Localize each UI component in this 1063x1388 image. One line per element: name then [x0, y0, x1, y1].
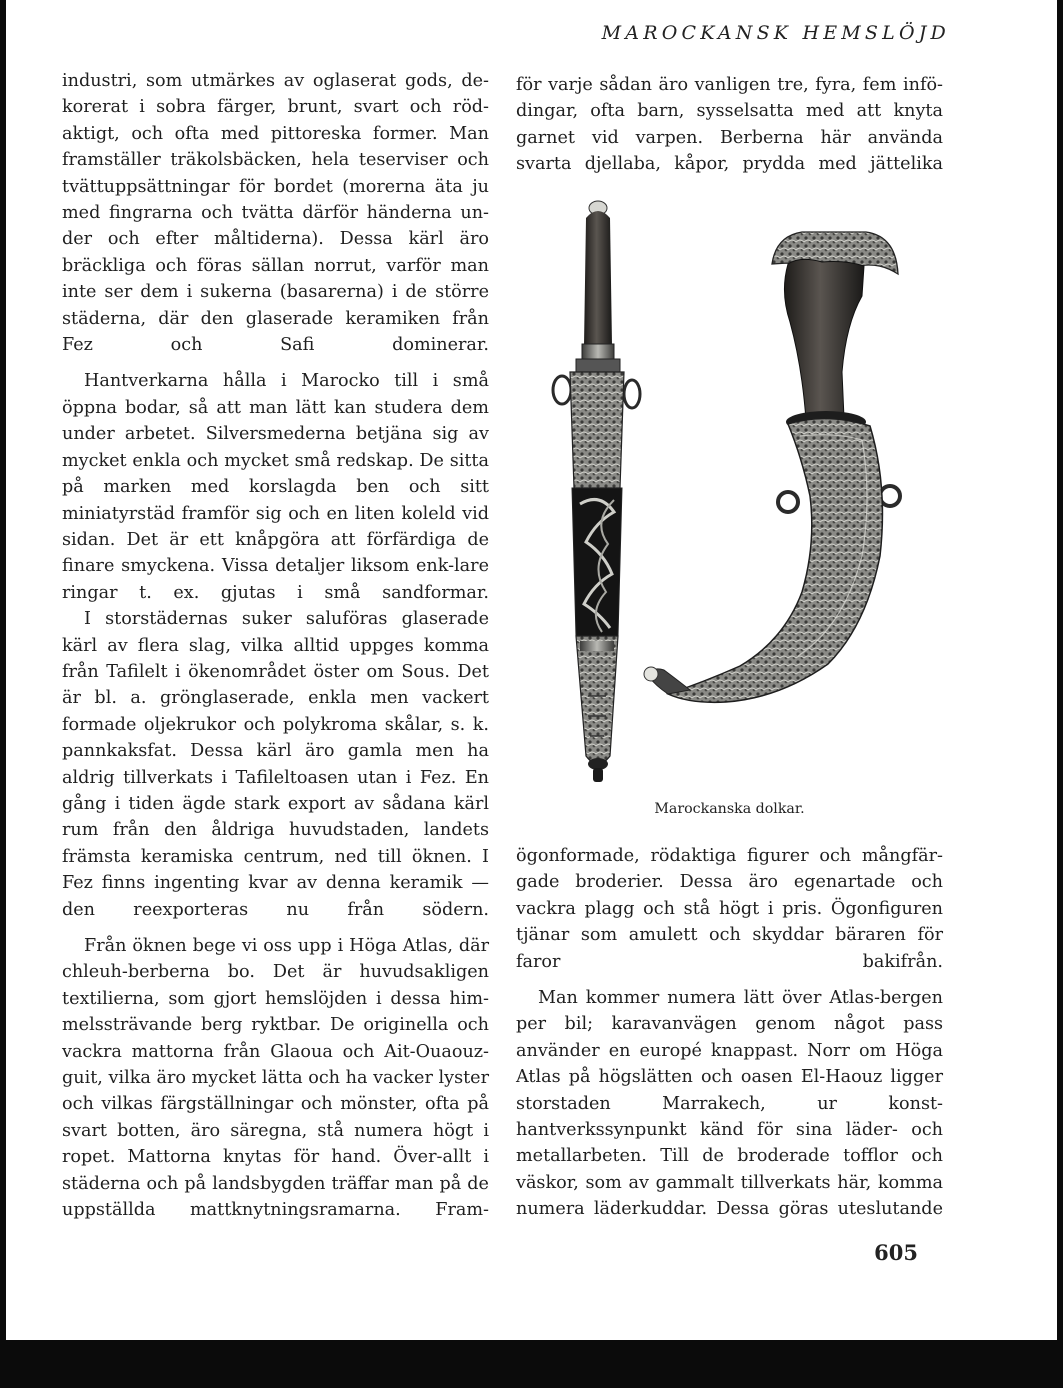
- paragraph-5: för varje sådan äro vanligen tre, fyra, fem infö-dingar, ofta barn, sysselsatta med att knyta garnet vid varpen. Berberna här använda svarta djellaba, kåpor, prydda med jättelika: [516, 75, 943, 175]
- curved-dagger-icon: [644, 232, 900, 702]
- paragraph-4: Från öknen bege vi oss upp i Höga Atlas, där chleuh-berberna bo. Det är huvudsakligen textilierna, som gjort hemslöjden i dessa him-melssträvande berg ryktbar. De originella och vackra mattorna från Glaoua och Ait-Ouaouz-guit, vilka äro mycket lätta och ha vacker lyster och vilkas färgställningar och mönster, ofta på svart botten, äro säregna, stå numera högt i ropet. Mattorna knytas för hand. Över-allt i städerna och på landsbygden träffar man på de uppställda mattknytningsramarna. Fram-: [62, 936, 489, 1221]
- scan-edge-left: [0, 0, 6, 1340]
- right-column-bottom: [516, 843, 943, 1223]
- paragraph-6: ögonformade, rödaktiga figurer och mångfär-gade broderier. Dessa äro egenartade och vackra plagg och stå högt i pris. Ögonfiguren tjänar som amulett och skyddar bäraren för faror bakifrån.: [516, 846, 943, 972]
- straight-dagger-icon: [553, 201, 640, 782]
- left-column: [62, 68, 489, 1223]
- dagger-photograph: [540, 196, 920, 786]
- scan-edge-bottom: [0, 1340, 1063, 1388]
- paragraph-2: Hantverkarna hålla i Marocko till i små öppna bodar, så att man lätt kan studera dem under arbetet. Silversmederna betjäna sig av mycket enkla och mycket små redskap. De sitta på marken med korslagda ben och sitt miniatyrstäd framför sig och en liten koleld vid sidan. Det är ett knåpgöra att förfärdiga de finare smyckena. Vissa detaljer liksom enk-lare ringar t. ex. gjutas i små sandformar.: [62, 371, 489, 603]
- running-head: MAROCKANSK HEMSLÖJD: [601, 22, 950, 44]
- paragraph-1: industri, som utmärkes av oglaserat gods, de-korerat i sobra färger, brunt, svart och röd-aktigt, och ofta med pittoreska former. Man framställer träkolsbäcken, hela teserviser och tvättuppsättningar för bordet (morerna äta ju med fingrarna och tvätta därför händerna un-der och efter måltiderna). Dessa kärl äro bräckliga och föras sällan norrut, varför man inte ser dem i sukerna (basarerna) i de större städerna, där den glaserade keramiken från Fez och Safi dominerar.: [62, 71, 489, 356]
- paragraph-7: Man kommer numera lätt över Atlas-bergen per bil; karavanvägen genom något pass använder en europé knappast. Norr om Höga Atlas på högslätten och oasen El-Haouz ligger storstaden Marrakech, ur konst-hantverkssynpunkt känd för sina läder- och metallarbeten. Till de broderade tofflor och väskor, som av gammalt tillverkats här, komma numera läderkuddar. Dessa göras uteslutande: [516, 988, 943, 1220]
- page-number: 605: [874, 1240, 918, 1265]
- paragraph-3: I storstädernas suker saluföras glaserade kärl av flera slag, vilka alltid uppges komma från Tafilelt i ökenområdet öster om Sous. Det är bl. a. grönglaserade, enkla men vackert formade oljekrukor och polykroma skålar, s. k. pannkaksfat. Dessa kärl äro gamla men ha aldrig tillverkats i Tafileltoasen utan i Fez. En gång i tiden ägde stark export av sådana kärl rum från den åldriga huvudstaden, landets främsta keramiska centrum, ned till öknen. I Fez finns ingenting kvar av denna keramik — den reexporteras nu från södern.: [62, 609, 489, 920]
- figure-caption: Marockanska dolkar.: [654, 801, 805, 817]
- scan-edge-right: [1057, 0, 1063, 1340]
- right-column-top: [516, 72, 943, 178]
